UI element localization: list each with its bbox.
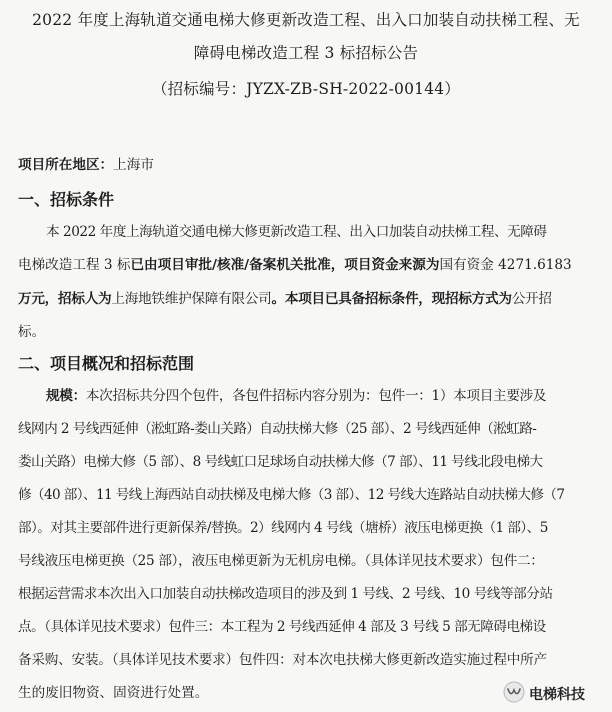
section2-line-2: 线网内 2 号线西延伸（淞虹路-娄山关路）自动扶梯大修（25 部）、2 号线西延伸（淞虹路- xyxy=(18,421,537,437)
section2-line-10: 生的废旧物资、固资进行处置。 xyxy=(18,685,209,701)
section-heading-1: 一、招标条件 xyxy=(18,190,115,209)
tender-method: 公开招 xyxy=(511,291,552,307)
section1-line-2 xyxy=(18,253,572,273)
fund-amount: 国有资金 4271.6183 xyxy=(439,257,572,273)
scale-label: 规模： xyxy=(46,388,86,404)
approval-text: 已由项目审批/核准/备案机关批准，项目资金来源为 xyxy=(130,257,440,273)
section2-line-1 xyxy=(46,384,546,404)
section2-line-7: 根据运营需求本次出入口加装自动扶梯改造项目的涉及到 1 号线、2 号线、10 号线等部分站 xyxy=(18,586,553,602)
tender-method-text: 。本项目已具备招标条件，现招标方式为 xyxy=(271,291,512,307)
title-line-2: 障碍电梯改造工程 3 标招标公告 xyxy=(193,44,419,62)
title-line-1: 2022 年度上海轨道交通电梯大修更新改造工程、出入口加装自动扶梯工程、无 xyxy=(32,11,580,29)
wechat-channel-icon xyxy=(503,681,525,707)
section-heading-2: 二、项目概况和招标范围 xyxy=(18,354,195,373)
section1-line-4: 标。 xyxy=(18,324,46,340)
tender-number: （招标编号：JYZX-ZB-SH-2022-00144） xyxy=(151,80,461,98)
section1-line-1: 本 2022 年度上海轨道交通电梯大修更新改造工程、出入口加装自动扶梯工程、无障碍 xyxy=(46,224,547,240)
scale-text: 本次招标共分四个包件，各包件招标内容分别为：包件一：1）本项目主要涉及 xyxy=(85,388,547,404)
section2-line-5: 部）。对其主要部件进行更新保养/替换。2）线网内 4 号线（塘桥）液压电梯更换（1 部）、5 xyxy=(18,520,548,536)
project-location xyxy=(18,153,154,173)
section2-line-9: 备采购、安装。（具体详见技术要求）包件四：对本次电扶梯大修更新改造实施过程中所产 xyxy=(18,652,547,668)
wechat-watermark xyxy=(503,682,585,706)
watermark-text: 电梯科技 xyxy=(529,687,585,703)
location-label: 项目所在地区： xyxy=(18,157,114,173)
section2-line-4: 修（40 部）、11 号线上海西站自动扶梯及电梯大修（3 部）、12 号线大连路站自动扶梯大修（7 xyxy=(18,487,565,503)
tenderer-name: 上海地铁维护保障有限公司 xyxy=(111,291,272,307)
project-name-tail: 电梯改造工程 3 标 xyxy=(18,257,131,273)
section2-line-3: 娄山关路）电梯大修（5 部）、8 号线虹口足球场自动扶梯大修（7 部）、11 号线北段电梯大 xyxy=(18,454,543,470)
tenderer-label: 万元，招标人为 xyxy=(18,291,112,307)
location-value: 上海市 xyxy=(113,157,154,173)
section2-line-6: 号线液压电梯更换（25 部），液压电梯更新为无机房电梯。（具体详见技术要求）包件二： xyxy=(18,553,544,569)
section1-line-3 xyxy=(18,287,552,307)
section2-line-8: 点。（具体详见技术要求）包件三：本工程为 2 号线西延伸 4 部及 3 号线 5 部无障碍电梯设 xyxy=(18,619,546,635)
